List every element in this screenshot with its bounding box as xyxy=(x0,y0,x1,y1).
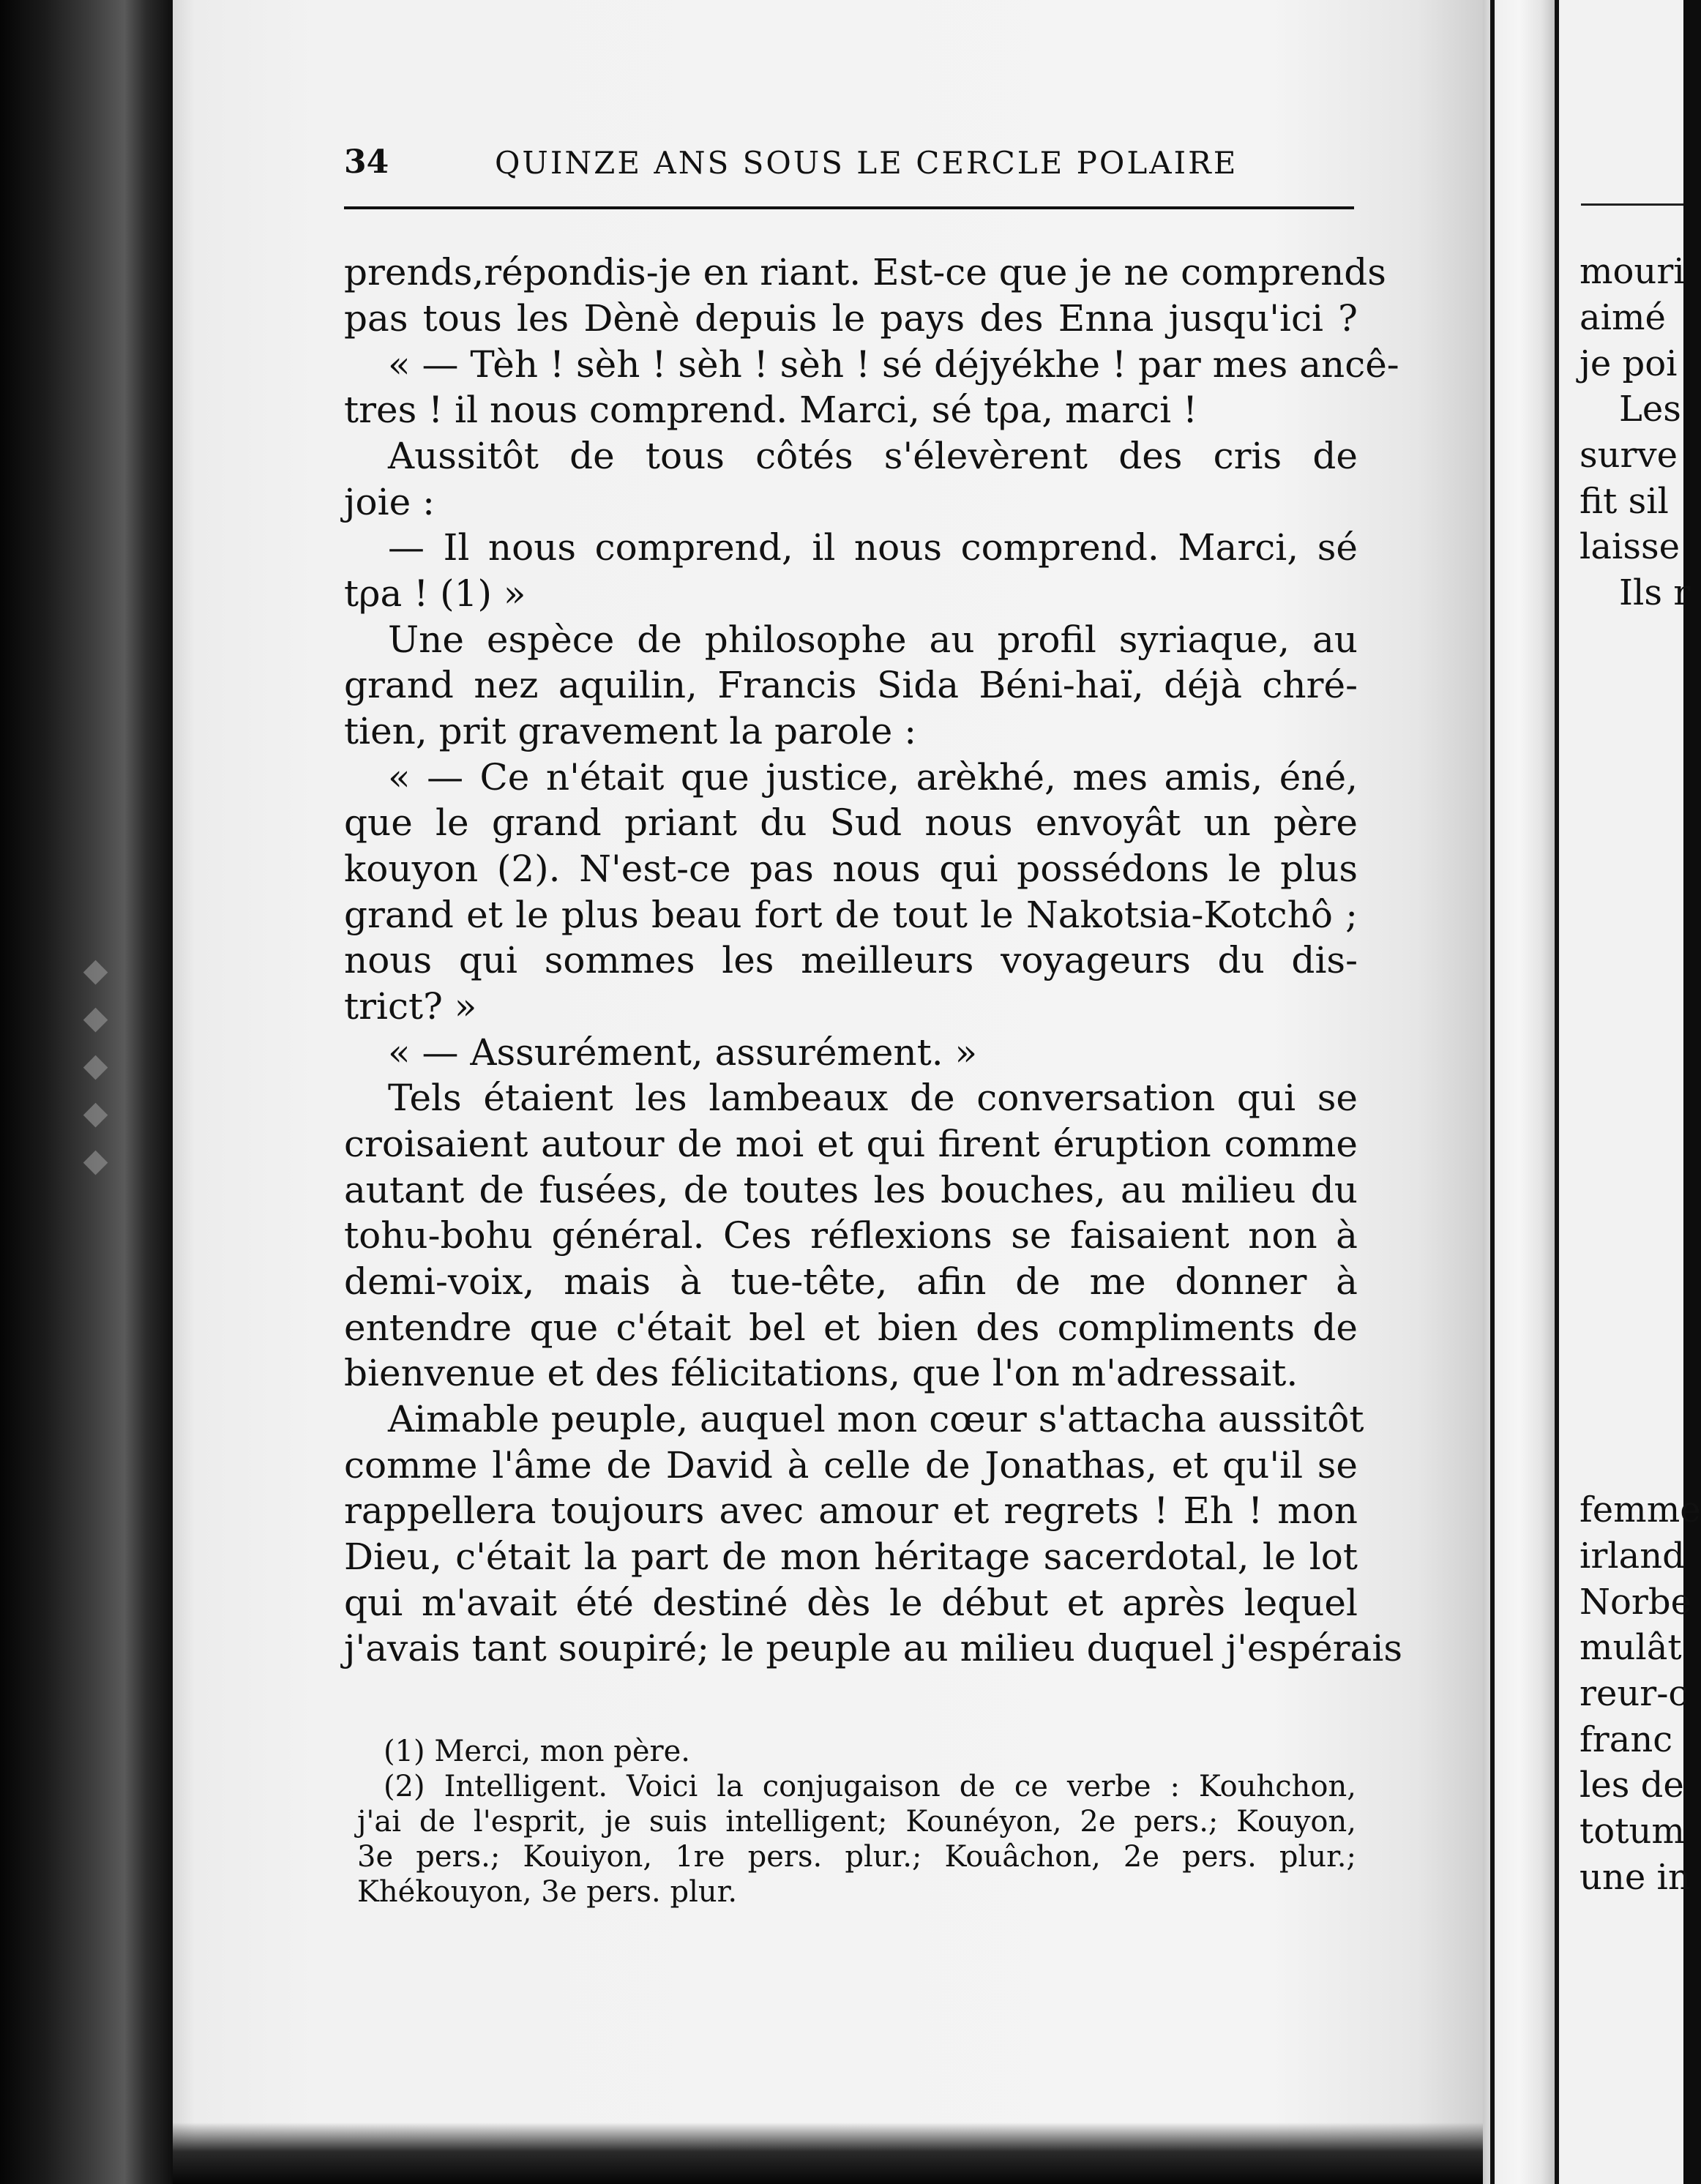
text-line: Dieu, c'était la part de mon héritage sacerdotal, le lot xyxy=(344,1536,1358,1578)
text-line: Tels étaient les lambeaux de conversation qui se xyxy=(388,1077,1358,1119)
text-line: croisaient autour de moi et qui firent éruption comme xyxy=(344,1123,1358,1165)
text-line: — Il nous comprend, il nous comprend. Marci, sé xyxy=(388,526,1358,569)
right-page-fragment: les de xyxy=(1580,1765,1684,1806)
text-line: joie : xyxy=(344,481,435,523)
text-line: grand et le plus beau fort de tout le Nakotsia-Kotchô ; xyxy=(344,894,1358,936)
text-line: comme l'âme de David à celle de Jonathas, et qu'il se xyxy=(344,1444,1358,1486)
right-page-fragment: mulât xyxy=(1580,1627,1682,1668)
text-line: kouyon (2). N'est-ce pas nous qui possédons le plus xyxy=(344,848,1358,890)
text-line: nous qui sommes les meilleurs voyageurs du dis- xyxy=(344,939,1358,981)
header-rule xyxy=(344,206,1354,209)
text-line: tien, prit gravement la parole : xyxy=(344,710,917,752)
text-line: prends,répondis-je en riant. Est-ce que je ne comprends xyxy=(344,251,1386,293)
right-page-fragment: laisse xyxy=(1580,526,1680,567)
text-line: entendre que c'était bel et bien des compliments de xyxy=(344,1306,1358,1349)
right-page-fragment: je poi xyxy=(1580,343,1678,384)
right-page-fragment: Les xyxy=(1619,389,1681,430)
right-page-header-rule xyxy=(1581,203,1683,206)
text-line: grand nez aquilin, Francis Sida Béni-haï, déjà chré- xyxy=(344,664,1358,706)
text-line: tres ! il nous comprend. Marci, sé tρa, marci ! xyxy=(344,389,1198,431)
text-line: j'avais tant soupiré; le peuple au milieu duquel j'espérais xyxy=(344,1627,1403,1669)
text-line: tρa ! (1) » xyxy=(344,572,526,615)
right-page-fragment: une in xyxy=(1580,1857,1691,1898)
gutter-edge-line xyxy=(1490,0,1495,2184)
right-page-fragment: aimé xyxy=(1580,297,1666,338)
footnote-2-line: (2) Intelligent. Voici la conjugaison de ce verbe : Kouhchon, xyxy=(384,1770,1356,1803)
text-line: demi-voix, mais à tue-tête, afin de me donner à xyxy=(344,1260,1358,1303)
right-page-fragment: franc xyxy=(1580,1719,1673,1760)
right-page-fragment: femme xyxy=(1580,1489,1701,1530)
text-line: Aussitôt de tous côtés s'élevèrent des cris de xyxy=(388,435,1358,477)
text-line: qui m'avait été destiné dès le début et après lequel xyxy=(344,1582,1358,1624)
right-page-fragment: irland xyxy=(1580,1536,1685,1577)
text-line: « — Tèh ! sèh ! sèh ! sèh ! sé déjyékhe ! par mes ancê- xyxy=(388,343,1399,386)
footnote-1: (1) Merci, mon père. xyxy=(384,1735,691,1768)
text-line: « — Assurément, assurément. » xyxy=(388,1031,978,1074)
footnote-2-line: j'ai de l'esprit, je suis intelligent; Kounéyon, 2e pers.; Kouyon, xyxy=(357,1805,1356,1839)
right-page-fragment: totum xyxy=(1580,1811,1685,1852)
right-page-fragment: fit sil xyxy=(1580,481,1669,522)
text-line: autant de fusées, de toutes les bouches, au milieu du xyxy=(344,1169,1358,1211)
right-page-fragment: Norbe xyxy=(1580,1582,1691,1623)
right-page-fragment: mouri xyxy=(1580,251,1685,292)
text-line: Aimable peuple, auquel mon cœur s'attacha aussitôt xyxy=(388,1398,1364,1440)
book-binding xyxy=(0,0,173,2184)
text-line: Une espèce de philosophe au profil syriaque, au xyxy=(388,618,1358,661)
text-line: rappellera toujours avec amour et regrets ! Eh ! mon xyxy=(344,1489,1358,1532)
footnote-2-line: Khékouyon, 3e pers. plur. xyxy=(357,1875,738,1909)
text-line: pas tous les Dènè depuis le pays des Enna jusqu'ici ? xyxy=(344,297,1358,340)
running-title: QUINZE ANS SOUS LE CERCLE POLAIRE xyxy=(495,145,1238,181)
text-line: bienvenue et des félicitations, que l'on m'adressait. xyxy=(344,1352,1298,1394)
text-line: trict? » xyxy=(344,985,477,1028)
right-page-fragment: surve xyxy=(1580,435,1678,476)
binding-marks: ◆ ◆ ◆ ◆ ◆ xyxy=(77,951,114,1179)
text-line: « — Ce n'était que justice, arèkhé, mes amis, éné, xyxy=(388,756,1358,799)
text-line: tohu-bohu général. Ces réflexions se faisaient non à xyxy=(344,1214,1358,1257)
page-number: 34 xyxy=(344,143,389,181)
right-page-fragment: Ils r xyxy=(1619,572,1691,613)
page-bottom-shadow xyxy=(173,2123,1534,2184)
footnote-2-line: 3e pers.; Kouiyon, 1re pers. plur.; Kouâchon, 2e pers. plur.; xyxy=(357,1840,1356,1874)
text-line: que le grand priant du Sud nous envoyât un père xyxy=(344,801,1358,844)
right-page-fragment: reur-c xyxy=(1580,1673,1689,1714)
